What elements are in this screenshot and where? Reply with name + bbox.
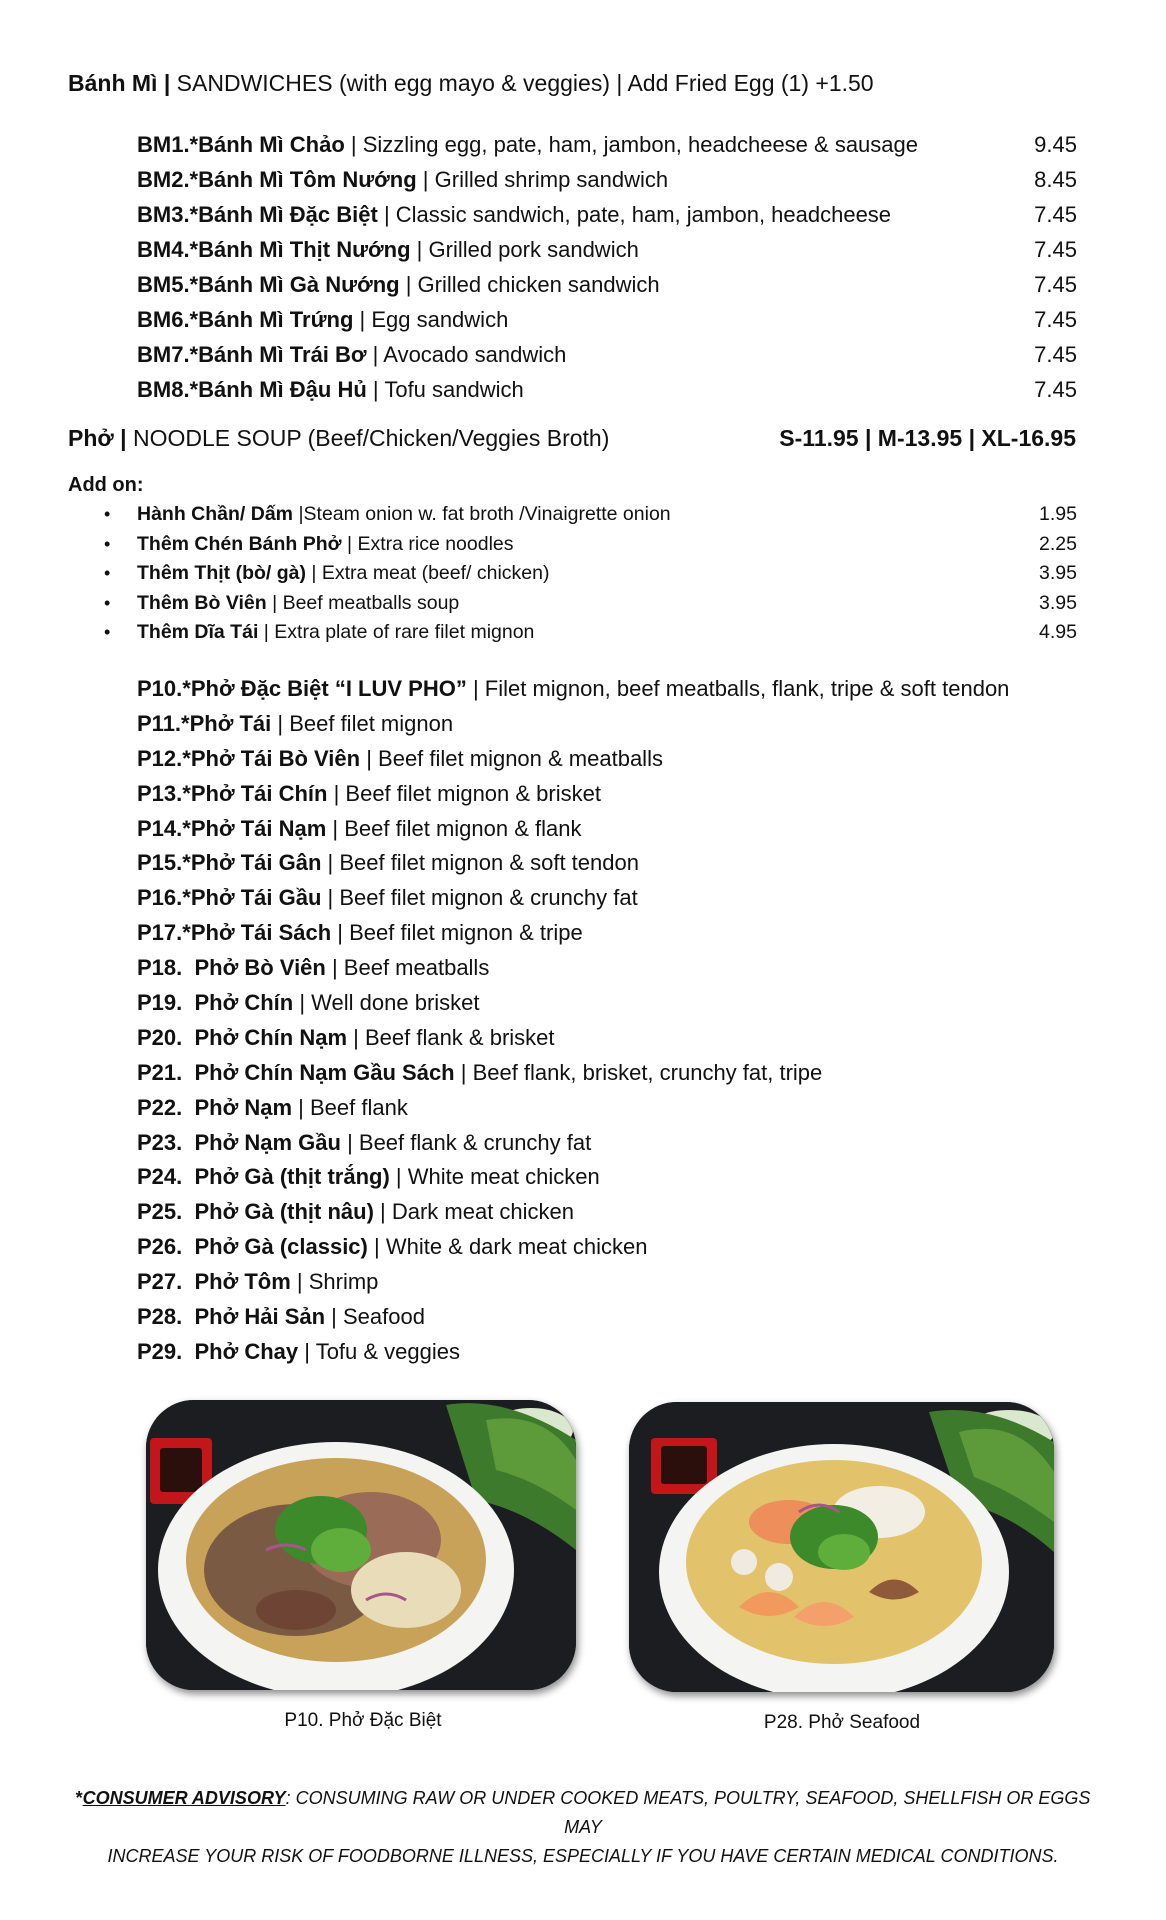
seafood-bowl-illustration xyxy=(629,1402,1054,1692)
banhmi-title: Bánh Mì xyxy=(68,70,158,96)
item-code: P22. xyxy=(137,1094,183,1120)
item-description: | Shrimp xyxy=(290,1269,379,1295)
addon-name: Thêm Thịt (bò/ gà) xyxy=(137,562,306,585)
item-description: | Filet mignon, beef meatballs, flank, tripe & soft tendon xyxy=(466,676,1010,701)
item-name: Phở Tôm xyxy=(182,1269,291,1295)
item-code: P13. xyxy=(137,780,183,806)
item-description: | Classic sandwich, pate, ham, jambon, headcheese xyxy=(377,202,892,227)
menu-item-bm3 xyxy=(137,197,1077,232)
banhmi-title-separator: | xyxy=(157,70,177,96)
item-name: Phở Bò Viên xyxy=(182,955,326,981)
menu-item-p28 xyxy=(137,1300,1077,1335)
item-name: BM5.*Bánh Mì Gà Nướng xyxy=(137,272,400,297)
advisory-text-1: : CONSUMING RAW OR UNDER COOKED MEATS, POULTRY, SEAFOOD, SHELLFISH OR EGGS MAY xyxy=(285,1788,1091,1837)
pho-item-list xyxy=(137,672,1077,1370)
item-code: P27. xyxy=(137,1269,183,1295)
item-code: P23. xyxy=(137,1129,183,1155)
item-name: BM8.*Bánh Mì Đậu Hủ xyxy=(137,377,367,402)
banhmi-item-list xyxy=(137,127,1077,407)
item-code: P17. xyxy=(137,920,183,946)
item-code: P15. xyxy=(137,850,183,876)
item-code: P25. xyxy=(137,1199,183,1225)
item-name: *Phở Tái xyxy=(181,710,272,736)
item-name: Phở Nạm xyxy=(182,1094,293,1120)
item-description: | Sizzling egg, pate, ham, jambon, headcheese & sausage xyxy=(344,132,918,157)
item-code: P20. xyxy=(137,1024,183,1050)
item-code: P12. xyxy=(137,745,183,771)
item-description: | Dark meat chicken xyxy=(373,1199,575,1225)
pho-bowl-illustration xyxy=(146,1400,576,1690)
item-description: | Beef filet mignon & crunchy fat xyxy=(321,885,638,911)
item-name: BM4.*Bánh Mì Thịt Nướng xyxy=(137,237,411,262)
item-name: Phở Gà (thịt trắng) xyxy=(182,1164,390,1190)
banhmi-subtitle: SANDWICHES (with egg mayo & veggies) | Add Fried Egg (1) +1.50 xyxy=(176,70,874,96)
item-name: Phở Chín Nạm Gầu Sách xyxy=(182,1059,455,1085)
item-description: | Beef filet mignon & meatballs xyxy=(360,745,663,771)
addon-price: 1.95 xyxy=(1039,503,1077,525)
item-name: Phở Chín Nạm xyxy=(182,1024,348,1050)
menu-item-p25 xyxy=(137,1195,1077,1230)
menu-item-p17 xyxy=(137,916,1077,951)
item-description: | Beef flank xyxy=(292,1094,408,1120)
item-name: Phở Hải Sản xyxy=(182,1304,326,1330)
addon-price: 3.95 xyxy=(1039,591,1077,614)
menu-item-p18 xyxy=(137,951,1077,986)
menu-item-p12 xyxy=(137,742,1077,777)
menu-item-p20 xyxy=(137,1021,1077,1056)
item-code: P21. xyxy=(137,1059,183,1085)
item-code: P16. xyxy=(137,885,183,911)
item-description: | Grilled shrimp sandwich xyxy=(416,167,669,192)
item-description: | Beef flank & brisket xyxy=(347,1024,555,1050)
item-name: *Phở Tái Gầu xyxy=(182,885,322,911)
menu-item-p26 xyxy=(137,1230,1077,1265)
bullet-icon: • xyxy=(104,504,111,524)
item-code: P19. xyxy=(137,990,183,1016)
item-code: P28. xyxy=(137,1304,183,1330)
menu-item-p27 xyxy=(137,1265,1077,1300)
advisory-asterisk: * xyxy=(75,1788,83,1808)
item-description: | Avocado sandwich xyxy=(366,342,567,367)
menu-item-bm4 xyxy=(137,232,1077,267)
addon-price: 2.25 xyxy=(1039,532,1077,555)
advisory-label: CONSUMER ADVISORY xyxy=(82,1788,286,1808)
addon-item xyxy=(104,559,1077,589)
item-name: Phở Chay xyxy=(182,1338,299,1364)
item-price: 7.45 xyxy=(1034,237,1077,262)
addon-title: Add on: xyxy=(68,474,144,496)
bullet-icon: • xyxy=(104,592,111,613)
item-price: 8.45 xyxy=(1034,167,1077,192)
item-description: | White meat chicken xyxy=(389,1164,600,1190)
menu-item-p11 xyxy=(137,707,1077,742)
item-price: 7.45 xyxy=(1034,272,1077,297)
item-description: | Beef meatballs xyxy=(325,955,490,981)
item-name: *Phở Tái Sách xyxy=(182,920,332,946)
menu-item-p22 xyxy=(137,1091,1077,1126)
menu-item-bm7 xyxy=(137,337,1077,372)
menu-item-p15 xyxy=(137,846,1077,881)
menu-item-bm1 xyxy=(137,127,1077,162)
item-description: | Egg sandwich xyxy=(353,307,509,332)
addon-description: | Extra rice noodles xyxy=(341,532,514,555)
item-name: Phở Gà (thịt nâu) xyxy=(182,1199,374,1225)
addon-name: Thêm Dĩa Tái xyxy=(137,621,259,644)
advisory-line-1 xyxy=(60,1784,1106,1842)
menu-item-p10 xyxy=(137,672,1077,707)
item-name: Phở Nạm Gầu xyxy=(182,1129,341,1155)
addon-name: Hành Chần/ Dấm xyxy=(137,503,294,525)
item-price: 7.45 xyxy=(1034,342,1077,367)
menu-item-p24 xyxy=(137,1160,1077,1195)
menu-item-p23 xyxy=(137,1126,1077,1161)
item-price: 7.45 xyxy=(1034,307,1077,332)
item-code: P24. xyxy=(137,1164,183,1190)
consumer-advisory xyxy=(60,1784,1106,1871)
item-name: *Phở Tái Gân xyxy=(182,850,322,876)
item-name: BM7.*Bánh Mì Trái Bơ xyxy=(137,342,367,367)
item-description: | Beef flank & crunchy fat xyxy=(340,1129,592,1155)
item-description: | Seafood xyxy=(325,1304,425,1330)
menu-item-p14 xyxy=(137,812,1077,847)
item-name: *Phở Tái Chín xyxy=(182,780,328,806)
item-description: | White & dark meat chicken xyxy=(367,1234,648,1260)
addon-list xyxy=(104,500,1077,648)
pho-subtitle: NOODLE SOUP (Beef/Chicken/Veggies Broth) xyxy=(132,425,610,451)
item-name: BM6.*Bánh Mì Trứng xyxy=(137,307,354,332)
addon-description: |Steam onion w. fat broth /Vinaigrette onion xyxy=(293,503,671,525)
addon-description: | Extra plate of rare filet mignon xyxy=(258,621,535,644)
item-name: BM2.*Bánh Mì Tôm Nướng xyxy=(137,167,417,192)
menu-item-bm6 xyxy=(137,302,1077,337)
addon-name: Thêm Chén Bánh Phở xyxy=(137,532,342,555)
item-description: | Beef flank, brisket, crunchy fat, tripe xyxy=(454,1059,823,1085)
item-code: P29. xyxy=(137,1338,183,1364)
item-description: | Tofu & veggies xyxy=(298,1338,461,1364)
item-name: *Phở Tái Bò Viên xyxy=(182,745,361,771)
item-description: | Beef filet mignon & flank xyxy=(326,815,582,841)
item-name: *Phở Đặc Biệt “I LUV PHO” xyxy=(182,676,467,701)
item-name: Phở Chín xyxy=(182,990,294,1016)
item-description: | Beef filet mignon & brisket xyxy=(327,780,601,806)
item-description: | Tofu sandwich xyxy=(366,377,524,402)
item-price: 9.45 xyxy=(1034,132,1077,157)
photo-caption-1: P10. Phở Đặc Biệt xyxy=(284,1710,442,1731)
addon-price: 3.95 xyxy=(1039,562,1077,585)
item-description: | Beef filet mignon & tripe xyxy=(331,920,583,946)
item-code: P11. xyxy=(137,710,182,736)
item-code: P14. xyxy=(137,815,183,841)
bullet-icon: • xyxy=(104,563,111,584)
item-description: | Beef filet mignon & soft tendon xyxy=(321,850,639,876)
pho-title: Phở xyxy=(68,425,114,451)
bullet-icon: • xyxy=(104,622,111,643)
menu-item-p21 xyxy=(137,1056,1077,1091)
menu-item-bm5 xyxy=(137,267,1077,302)
photo-caption-2: P28. Phở Seafood xyxy=(763,1712,921,1733)
pho-size-prices: S-11.95 | M-13.95 | XL-16.95 xyxy=(779,425,1076,451)
item-price: 7.45 xyxy=(1034,377,1077,402)
item-description: | Well done brisket xyxy=(293,990,480,1016)
menu-item-bm2 xyxy=(137,162,1077,197)
addon-price: 4.95 xyxy=(1039,621,1077,644)
item-code: P10. xyxy=(137,676,183,701)
menu-item-p19 xyxy=(137,986,1077,1021)
addon-item xyxy=(104,618,1077,648)
addon-name: Thêm Bò Viên xyxy=(137,591,267,614)
item-code: P26. xyxy=(137,1234,183,1260)
photo-pho-seafood xyxy=(629,1402,1054,1692)
pho-header xyxy=(68,425,609,452)
addon-item xyxy=(104,530,1077,560)
item-description: | Beef filet mignon xyxy=(271,710,454,736)
addon-description: | Extra meat (beef/ chicken) xyxy=(305,562,550,585)
menu-item-p29 xyxy=(137,1335,1077,1370)
item-name: BM1.*Bánh Mì Chảo xyxy=(137,132,345,157)
item-name: BM3.*Bánh Mì Đặc Biệt xyxy=(137,202,378,227)
item-name: Phở Gà (classic) xyxy=(182,1234,368,1260)
banhmi-header xyxy=(68,70,874,97)
item-description: | Grilled chicken sandwich xyxy=(399,272,660,297)
pho-title-separator: | xyxy=(113,425,133,451)
bullet-icon: • xyxy=(104,533,111,554)
menu-item-bm8 xyxy=(137,372,1077,407)
addon-description: | Beef meatballs soup xyxy=(266,591,460,614)
item-price: 7.45 xyxy=(1034,202,1077,227)
menu-item-p13 xyxy=(137,777,1077,812)
advisory-text-2: INCREASE YOUR RISK OF FOODBORNE ILLNESS, ESPECIALLY IF YOU HAVE CERTAIN MEDICAL CONDITIONS. xyxy=(107,1846,1059,1866)
item-code: P18. xyxy=(137,955,183,981)
item-name: *Phở Tái Nạm xyxy=(182,815,327,841)
addon-item xyxy=(104,500,1077,530)
item-description: | Grilled pork sandwich xyxy=(410,237,639,262)
menu-item-p16 xyxy=(137,881,1077,916)
photo-pho-dac-biet xyxy=(146,1400,576,1690)
addon-item xyxy=(104,589,1077,619)
